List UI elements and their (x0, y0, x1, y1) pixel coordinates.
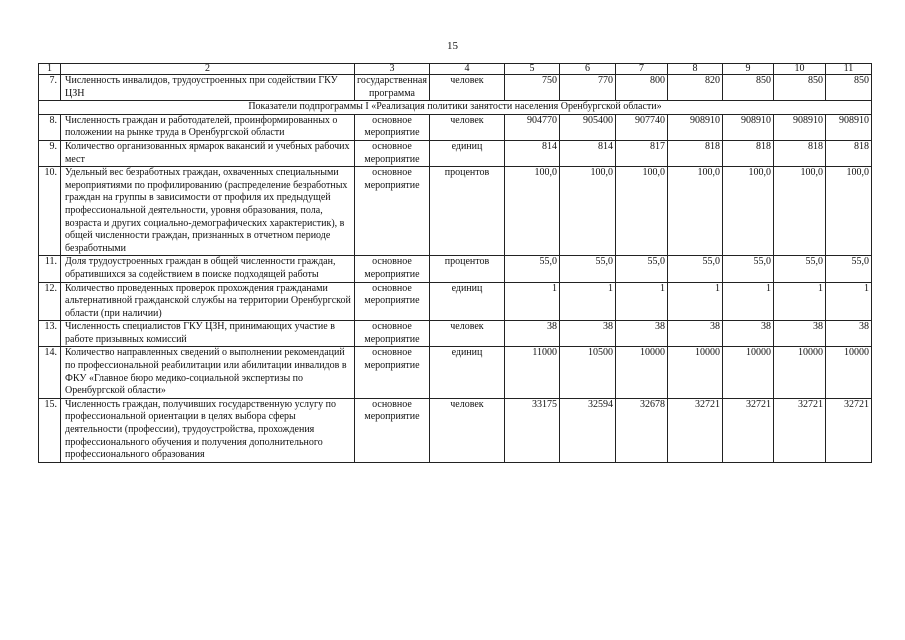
indicator-value: 55,0 (504, 256, 559, 282)
indicator-value: 814 (559, 140, 615, 166)
column-number: 8 (667, 64, 722, 75)
indicator-value: 32721 (667, 398, 722, 462)
indicator-value: 100,0 (559, 167, 615, 256)
indicator-value: 770 (559, 75, 615, 101)
indicator-value: 55,0 (825, 256, 871, 282)
table-row (39, 398, 872, 462)
section-title: Показатели подпрограммы I «Реализация политики занятости населения Оренбургской области» (39, 101, 872, 115)
indicator-value: 10000 (615, 347, 667, 398)
table-row (39, 321, 872, 347)
column-number-row (39, 64, 872, 75)
unit-of-measure: процентов (429, 167, 504, 256)
indicators-table (38, 63, 872, 463)
indicator-value: 38 (667, 321, 722, 347)
indicator-value: 1 (773, 282, 825, 321)
indicator-value: 905400 (559, 114, 615, 140)
indicator-value: 55,0 (773, 256, 825, 282)
column-number: 6 (559, 64, 615, 75)
indicator-value: 818 (825, 140, 871, 166)
table-row (39, 114, 872, 140)
indicator-name: Численность инвалидов, трудоустроенных при содействии ГКУ ЦЗН (61, 75, 355, 101)
indicator-value: 32721 (825, 398, 871, 462)
indicator-value: 38 (722, 321, 773, 347)
indicator-value: 11000 (504, 347, 559, 398)
indicator-value: 10500 (559, 347, 615, 398)
indicator-value: 38 (615, 321, 667, 347)
unit-of-measure: единиц (429, 347, 504, 398)
indicator-value: 908910 (722, 114, 773, 140)
indicator-value: 38 (559, 321, 615, 347)
indicator-value: 1 (615, 282, 667, 321)
indicator-value: 100,0 (825, 167, 871, 256)
indicator-value: 38 (504, 321, 559, 347)
table-row (39, 347, 872, 398)
row-number: 7. (39, 75, 61, 101)
indicator-source: основное мероприятие (355, 282, 430, 321)
indicator-value: 100,0 (773, 167, 825, 256)
indicator-value: 55,0 (667, 256, 722, 282)
indicator-value: 820 (667, 75, 722, 101)
indicator-value: 1 (504, 282, 559, 321)
indicator-source: основное мероприятие (355, 398, 430, 462)
indicator-value: 55,0 (559, 256, 615, 282)
indicator-source: основное мероприятие (355, 347, 430, 398)
column-number: 9 (722, 64, 773, 75)
indicator-value: 1 (559, 282, 615, 321)
indicator-value: 100,0 (722, 167, 773, 256)
indicator-value: 800 (615, 75, 667, 101)
row-number: 14. (39, 347, 61, 398)
indicator-source: основное мероприятие (355, 114, 430, 140)
row-number: 15. (39, 398, 61, 462)
indicator-value: 32678 (615, 398, 667, 462)
indicator-value: 38 (773, 321, 825, 347)
indicator-source: основное мероприятие (355, 140, 430, 166)
indicator-value: 850 (773, 75, 825, 101)
indicator-value: 818 (722, 140, 773, 166)
indicator-value: 1 (667, 282, 722, 321)
indicator-value: 850 (825, 75, 871, 101)
column-number: 10 (773, 64, 825, 75)
indicator-value: 32721 (722, 398, 773, 462)
indicator-value: 32721 (773, 398, 825, 462)
indicator-value: 1 (722, 282, 773, 321)
indicator-value: 904770 (504, 114, 559, 140)
table-row (39, 167, 872, 256)
indicator-value: 55,0 (615, 256, 667, 282)
indicator-value: 908910 (773, 114, 825, 140)
indicator-name: Количество организованных ярмарок вакансий и учебных рабочих мест (61, 140, 355, 166)
unit-of-measure: процентов (429, 256, 504, 282)
indicator-name: Численность граждан и работодателей, проинформированных о положении на рынке труда в Оренбургской области (61, 114, 355, 140)
column-number: 3 (355, 64, 430, 75)
table-row (39, 256, 872, 282)
table-row (39, 282, 872, 321)
indicator-name: Количество проведенных проверок прохождения гражданами альтернативной гражданской службы на территории Оренбургской области (при наличии) (61, 282, 355, 321)
indicator-value: 55,0 (722, 256, 773, 282)
indicator-name: Доля трудоустроенных граждан в общей численности граждан, обратившихся за содействием в поиске подходящей работы (61, 256, 355, 282)
indicator-source: основное мероприятие (355, 321, 430, 347)
indicator-value: 1 (825, 282, 871, 321)
indicator-value: 814 (504, 140, 559, 166)
indicator-value: 750 (504, 75, 559, 101)
indicator-value: 33175 (504, 398, 559, 462)
row-number: 12. (39, 282, 61, 321)
indicator-source: государственная программа (355, 75, 430, 101)
indicator-name: Численность специалистов ГКУ ЦЗН, принимающих участие в работе призывных комиссий (61, 321, 355, 347)
unit-of-measure: человек (429, 114, 504, 140)
column-number: 2 (61, 64, 355, 75)
indicator-value: 10000 (667, 347, 722, 398)
table-row (39, 140, 872, 166)
indicator-value: 818 (773, 140, 825, 166)
indicator-value: 10000 (825, 347, 871, 398)
column-number: 5 (504, 64, 559, 75)
indicator-name: Численность граждан, получивших государственную услугу по профессиональной ориентации в целях выбора сферы деятельности (профессии), трудоустройства, прохождения профессионального обучения и получения дополнительного профессионального образования (61, 398, 355, 462)
column-number: 4 (429, 64, 504, 75)
unit-of-measure: человек (429, 398, 504, 462)
column-number: 11 (825, 64, 871, 75)
indicator-name: Удельный вес безработных граждан, охваченных специальными мероприятиями по профилированию (распределение безработных граждан на группы в зависимости от профиля их предыдущей профессиональной деятельности, уровня образования, пола, возраста и других социально-демографических характеристик), в общей численности граждан, признанных в отчетном периоде безработными (61, 167, 355, 256)
unit-of-measure: единиц (429, 140, 504, 166)
indicator-value: 817 (615, 140, 667, 166)
indicator-value: 908910 (667, 114, 722, 140)
row-number: 11. (39, 256, 61, 282)
row-number: 13. (39, 321, 61, 347)
row-number: 8. (39, 114, 61, 140)
indicator-source: основное мероприятие (355, 256, 430, 282)
unit-of-measure: человек (429, 75, 504, 101)
indicator-value: 10000 (722, 347, 773, 398)
indicator-value: 850 (722, 75, 773, 101)
indicator-value: 100,0 (667, 167, 722, 256)
unit-of-measure: человек (429, 321, 504, 347)
indicator-source: основное мероприятие (355, 167, 430, 256)
column-number: 1 (39, 64, 61, 75)
table-row (39, 75, 872, 101)
page-number: 15 (447, 40, 458, 52)
indicator-value: 907740 (615, 114, 667, 140)
indicator-value: 38 (825, 321, 871, 347)
indicator-value: 908910 (825, 114, 871, 140)
indicator-name: Количество направленных сведений о выполнении рекомендаций по профессиональной реабилитации или абилитации инвалидов в ФКУ «Главное бюро медико-социальной экспертизы по Оренбургской области» (61, 347, 355, 398)
unit-of-measure: единиц (429, 282, 504, 321)
indicator-value: 10000 (773, 347, 825, 398)
row-number: 10. (39, 167, 61, 256)
indicator-value: 100,0 (504, 167, 559, 256)
section-row (39, 101, 872, 115)
row-number: 9. (39, 140, 61, 166)
indicator-value: 818 (667, 140, 722, 166)
indicator-value: 32594 (559, 398, 615, 462)
indicator-value: 100,0 (615, 167, 667, 256)
column-number: 7 (615, 64, 667, 75)
